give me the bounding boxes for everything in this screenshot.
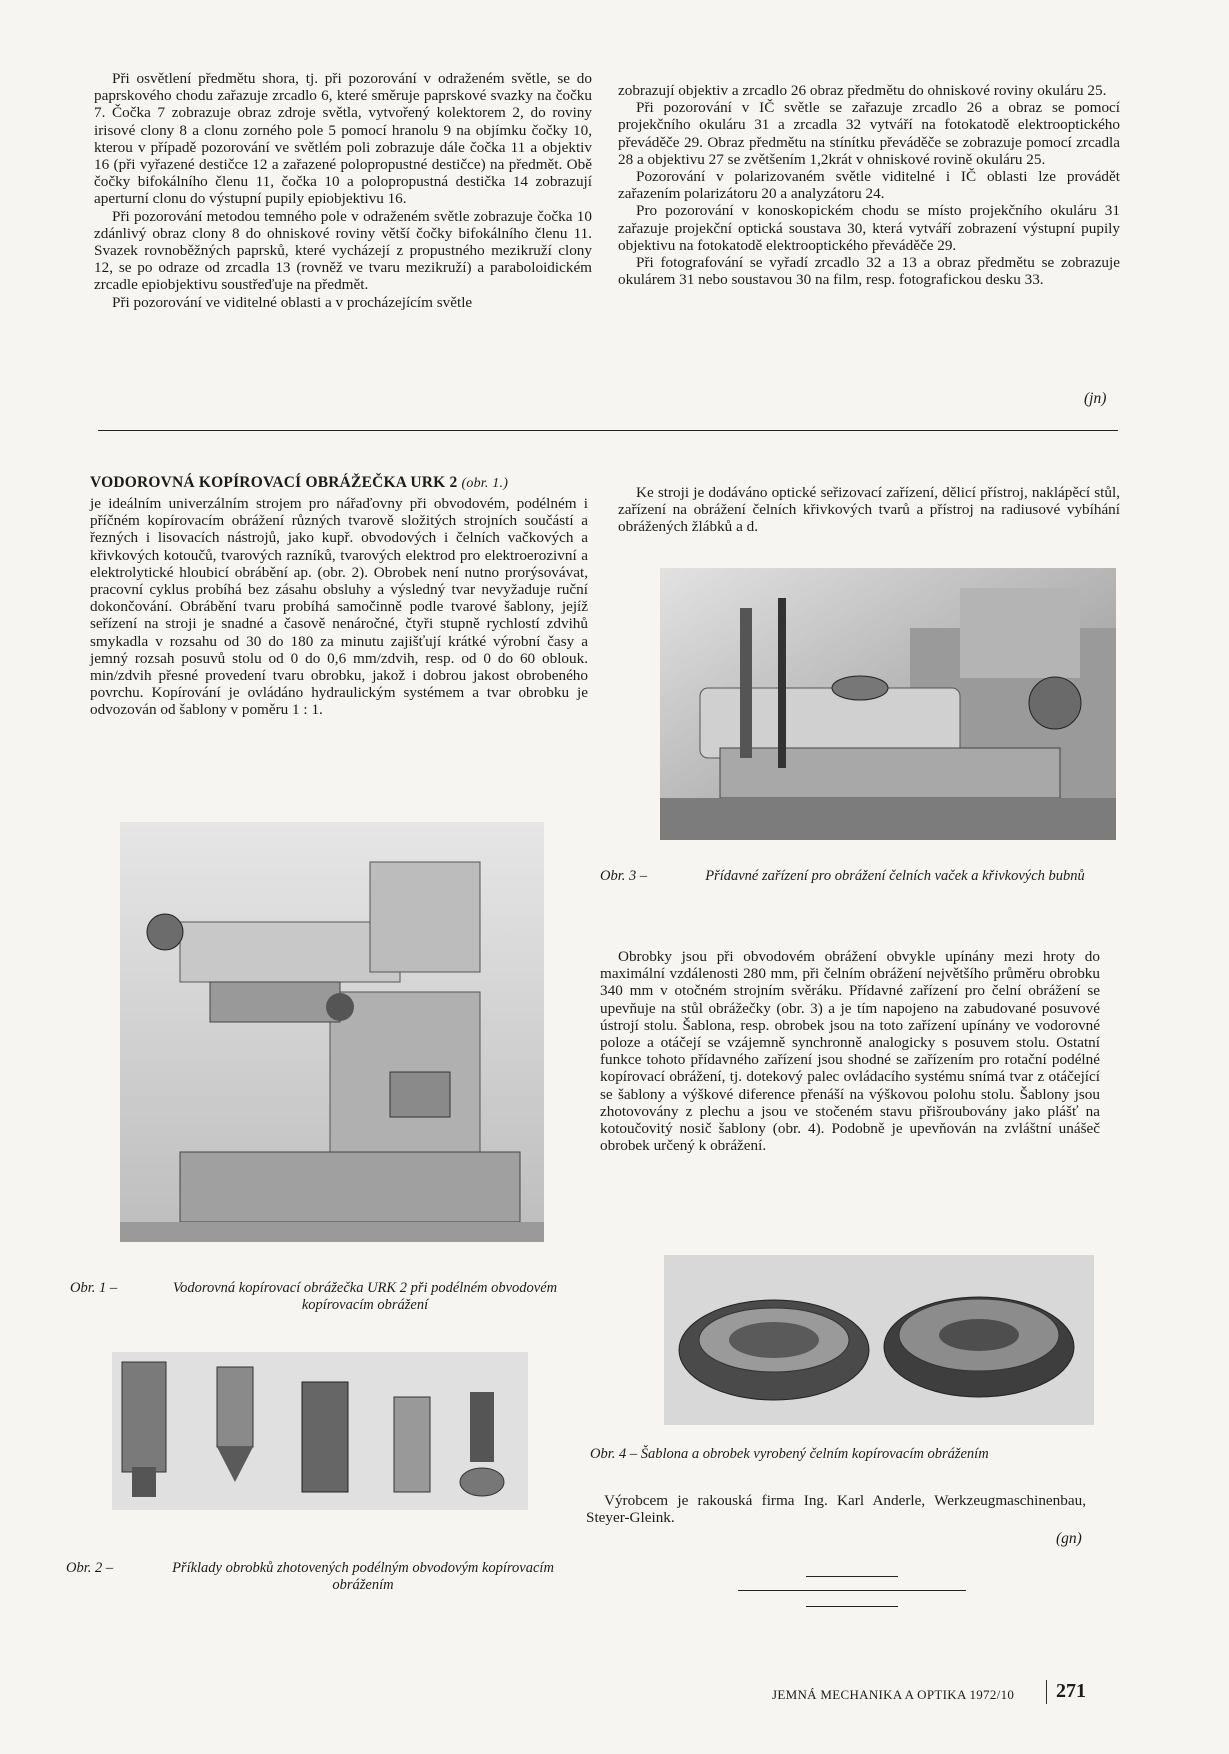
article2-right-intro-text: Ke stroji je dodáváno optické seřizovací zařízení, dělicí přístroj, naklápěcí stůl, zařízení na obrážení čelních křivkových tvarů a přístroj na radiusové vybíhání obrážených žlábků a d. bbox=[618, 484, 1120, 536]
article2-title bbox=[90, 474, 508, 492]
fig1-label: Obr. 1 – bbox=[70, 1280, 118, 1296]
fig3-caption bbox=[600, 868, 1116, 885]
article2-intro-text: je ideálním univerzálním strojem pro nářaďovny při obvodovém, podélném i příčném kopírovacím obrážení různých tvarově složitých strojních součástí a řezných i lisovacích nástrojů, jako kupř. obvodových i čelních vačkových a křivkových kotoučů, tvarových razníků, tvarových elektrod pro elektroerozivní a elektrolytické hloubicí obrábění ap. (obr. 2). Obrobek není nutno prorýsovávat, pracovní cyklus probíhá bez zásahu obsluhy a výsledný tvar nevyžaduje ruční dokončování. Obrábění tvaru probíhá samočinně podle tvarové šablony, jejíž seřízení na stroji je snadné a časově nenáročné, čtyři stupně rychlostí zdvihů smykadla v rozsahu od 30 do 180 za minutu zajišťují krátké výrobní časy a jemný rozsah posuvů stolu od 0 do 0,6 mm/zdvih, resp. od 0 do 60 oblouk. min/zdvih přesné provedení tvaru obrobku, jakož i dobrou jakost obrobeného povrchu. Kopírování je ovládáno hydraulickým systémem a tvar obrobku je odvozován od šablony v poměru 1 : 1. bbox=[90, 495, 588, 719]
fig1-caption bbox=[70, 1280, 586, 1314]
article2-manufacturer bbox=[586, 1492, 1086, 1526]
fig3-caption-text: Přídavné zařízení pro obrážení čelních vaček a křivkových bubnů bbox=[705, 868, 1085, 884]
article1-left-paragraph: Při pozorování metodou temného pole v odraženém světle zobrazuje čočka 10 zdánlivý obraz clony 8 do ohniskové roviny větší čočky bifokálního členu 11. Svazek rovnoběžných paprsků, které vycházejí z propustného mezikruží clony 12, se po odraze od zrcadla 13 (rovněž ve tvaru mezikruží) a paraboloidickém zrcadle epiobjektivu soustřeďuje na předmět. bbox=[94, 207, 592, 294]
fig3-machine-attachment-image bbox=[660, 568, 1116, 840]
article1-right-paragraph: Při fotografování se vyřadí zrcadlo 32 a 13 a obraz předmětu se zobrazuje okulárem 31 nebo soustavou 30 na film, resp. fotografickou desku 33. bbox=[618, 254, 1120, 289]
fig3-photo bbox=[660, 568, 1116, 840]
fig1-caption-text: Vodorovná kopírovací obrážečka URK 2 při podélném obvodovém kopírovacím obrážení bbox=[172, 1280, 558, 1313]
article2-title-ref: (obr. 1.) bbox=[461, 476, 509, 491]
page-number: 271 bbox=[1056, 1680, 1086, 1702]
fig2-caption bbox=[66, 1560, 586, 1594]
article2-title-text: VODOROVNÁ KOPÍROVACÍ OBRÁŽEČKA URK 2 bbox=[90, 474, 458, 491]
article2-signature: (gn) bbox=[1056, 1530, 1082, 1547]
article1-right-paragraph: Při pozorování v IČ světle se zařazuje zrcadlo 26 a obraz se pomocí projekčního okuláru 31 a zrcadla 32 vytváří na fotokatodě elektrooptického převáděče 29. Obraz předmětu na stínítku převáděče se zobrazuje pomocí zrcadla 28 a objektivu 27 se zvětšením 1,2krát v ohniskové rovině okuláru 25. bbox=[618, 99, 1120, 168]
fig2-caption-text: Příklady obrobků zhotovených podélným obvodovým kopírovacím obrážením bbox=[172, 1560, 554, 1593]
fig2-photo bbox=[112, 1352, 528, 1510]
end-rule-3 bbox=[806, 1606, 898, 1607]
end-rule-1 bbox=[806, 1576, 898, 1577]
fig4-label: Obr. 4 – bbox=[590, 1446, 638, 1462]
article2-manufacturer-text: Výrobcem je rakouská firma Ing. Karl Anderle, Werkzeugmaschinenbau, Steyer-Gleink. bbox=[586, 1492, 1086, 1527]
article2-intro bbox=[90, 495, 588, 719]
fig2-workpieces-image bbox=[112, 1352, 528, 1510]
article2-right-intro bbox=[618, 484, 1120, 536]
section-divider bbox=[98, 430, 1118, 431]
fig4-photo bbox=[664, 1255, 1094, 1425]
article1-right-paragraph: Pro pozorování v konoskopickém chodu se místo projekčního okuláru 31 zařazuje projekční optická soustava 30, která vytváří zobrazení výstupní pupily objektivu na fotokatodě elektrooptického převáděče 29. bbox=[618, 202, 1120, 254]
article1-left-column bbox=[94, 70, 592, 311]
article1-left-paragraph: Při pozorování ve viditelné oblasti a v procházejícím světle bbox=[112, 293, 473, 311]
fig3-label: Obr. 3 – bbox=[600, 868, 648, 884]
fig1-photo bbox=[120, 822, 544, 1242]
article2-body bbox=[600, 948, 1100, 1154]
article1-right-column bbox=[618, 82, 1120, 288]
article2-body-text: Obrobky jsou při obvodovém obrážení obvykle upínány mezi hroty do maximální vzdálenosti 280 mm, při čelním obrážení největšího průměru obrobku 340 mm v otočném strojním svěráku. Přídavné zařízení pro čelní obrážení se upevňuje na stůl obrážečky (obr. 3) a je tím napojeno na zabudované posuvové ústrojí stolu. Šablona, resp. obrobek jsou na toto zařízení upínány ve vodorovné poloze a otáčejí se vzájemně synchronně analogicky s posuvem stolu. Ostatní funkce tohoto přídavného zařízení jsou shodné se zařízením pro rotační podélné kopírovací obrážení, tj. dotekový palec ovládacího systému snímá tvar z otáčející se šablony a výškové diference přenáší na výškovou polohu stolu. Šablony jsou zhotovovány z plechu a jsou ve stočeném stavu přišroubovány jako plášť na kotoučovitý nosič šablony (obr. 4). Podobně je upevňován na zvláštní unášeč obrobek určený k obrážení. bbox=[600, 948, 1100, 1155]
article1-left-paragraph: Při osvětlení předmětu shora, tj. při pozorování v odraženém světle, se do paprskového chodu zařazuje zrcadlo 6, které směruje paprskové svazky na čočku 7. Čočka 7 zobrazuje obraz zdroje světla, vytvořený kolektorem 2, do roviny irisové clony 8 a clonu zorného pole 5 pomocí hranolu 9 na objímku čočky 10, kterou v případě pozorování ve světlém poli zobrazuje dále čočka 11 a objektiv 16 (při vyřazené destičce 12 a zařazené polopropustné destičce) na předmět. Obě čočky bifokálního členu 11, čočka 10 a polopropustná destička 14 zobrazují aperturní clonu do výstupní pupily epiobjektivu 16. bbox=[94, 70, 592, 208]
article1-right-paragraph: Pozorování v polarizovaném světle viditelné i IČ oblasti lze provádět zařazením polarizátoru 20 a analyzátoru 24. bbox=[618, 168, 1120, 203]
article1-signature: (jn) bbox=[1084, 390, 1107, 407]
fig1-machine-image bbox=[120, 822, 544, 1242]
article1-right-paragraph: zobrazují objektiv a zrcadlo 26 obraz předmětu do ohniskové roviny okuláru 25. bbox=[618, 82, 1107, 99]
fig4-caption bbox=[590, 1446, 1120, 1463]
footer-separator bbox=[1046, 1680, 1047, 1704]
fig4-caption-text: Šablona a obrobek vyrobený čelním kopírovacím obrážením bbox=[640, 1446, 989, 1462]
fig4-template-and-workpiece-image bbox=[664, 1255, 1094, 1425]
journal-footer: JEMNÁ MECHANIKA A OPTIKA 1972/10 bbox=[772, 1687, 1015, 1702]
fig2-label: Obr. 2 – bbox=[66, 1560, 114, 1576]
end-rule-2 bbox=[738, 1590, 966, 1591]
